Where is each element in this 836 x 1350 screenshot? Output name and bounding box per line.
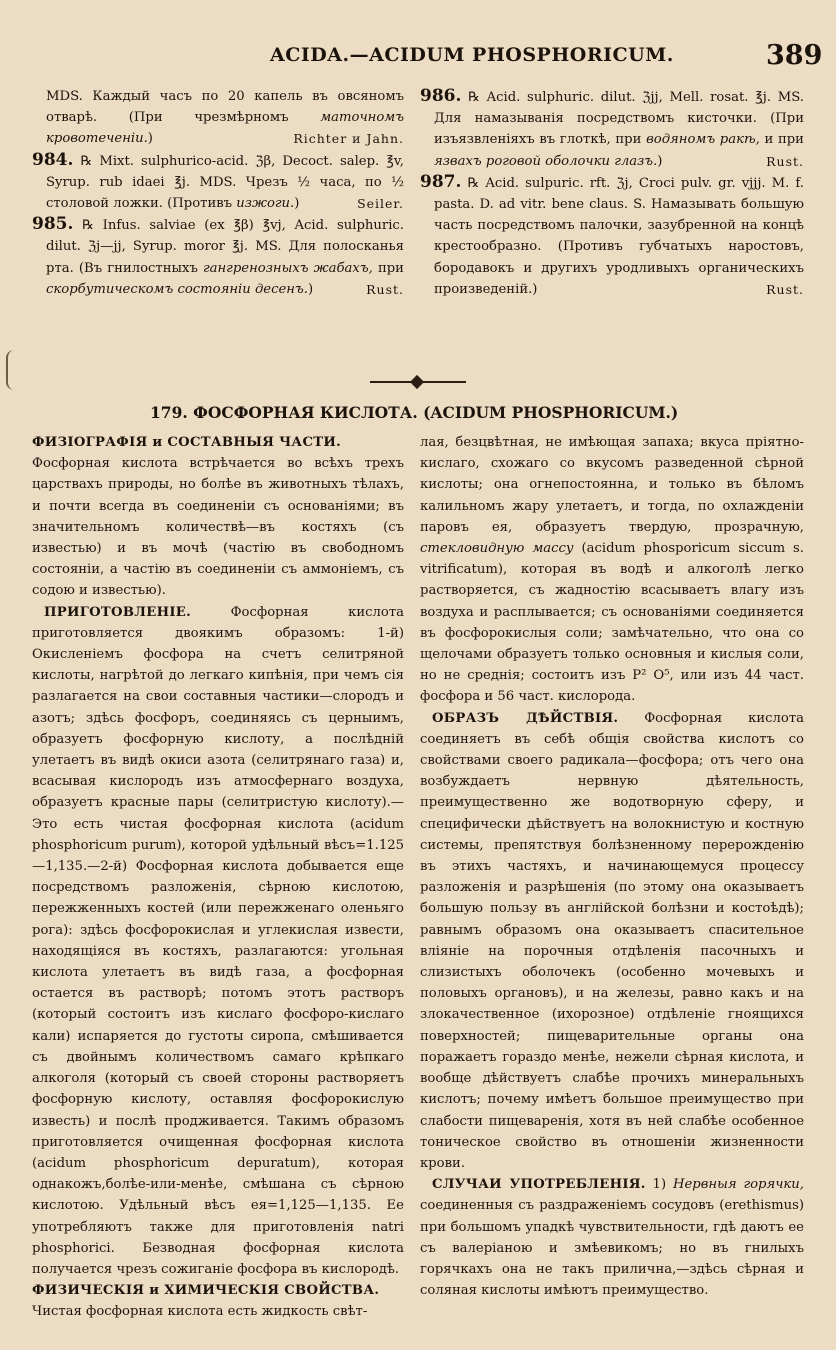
prescription-985: 985. ℞ Infus. salviae (ex ℥β) ℥vj, Acid. sulphuric. dilut. ℨj—jj, Syrup. moror ℥j. MS. Для полосканья рта. (Въ гнилостныхъ гангренозныхъ жабахъ, при скорбутическомъ состояніи десенъ.) Rust. [32, 214, 404, 300]
prescription-986: 986. ℞ Acid. sulphuric. dilut. ℨjj, Mell. rosat. ℥j. MS. Для намазыванія посредствомъ кисточки. (При изъязвленіяхъ въ глоткѣ, при водяномъ ракѣ, и при язвахъ роговой оболочки глазъ.) Rust. [420, 86, 804, 172]
author-credit: Rust. [766, 153, 804, 169]
subheading-usage: СЛУЧАИ УПОТРЕБЛЕНІЯ. [432, 1177, 646, 1193]
paragraph-physiography: Фосфорная кислота встрѣчается во всѣхъ трехъ царствахъ природы, но болѣе въ животныхъ тѣлахъ, и почти всегда въ соединеніи съ основаніями; въ значительномъ количествѣ—въ костяхъ (съ известью) и въ мочѣ (частію въ свободномъ состояніи, а частію въ соединеніи съ аммоніемъ, съ содою и известью). [32, 456, 404, 599]
author-credit: Rust. [766, 281, 804, 297]
divider-ornament-icon [410, 375, 424, 389]
paragraph-usage: СЛУЧАИ УПОТРЕБЛЕНІЯ. 1) Нервныя горячки, соединенныя съ раздраженіемъ сосудовъ (erethismus) при большомъ упадкѣ чувствительности, гдѣ даютъ ее съ валеріаною и змѣевикомъ; но въ гнилыхъ горячкахъ она не такъ прилична,—здѣсь сѣрная и соляная кислоты имѣютъ преимущество. [420, 1177, 804, 1299]
subheading-preparation: ПРИГОТОВЛЕНІЕ. [44, 604, 192, 620]
bottom-right-column [420, 432, 804, 1301]
running-title: ACIDA.—ACIDUM PHOSPHORICUM. [270, 44, 674, 66]
author-credit: Rust. [366, 281, 404, 297]
paragraph-properties-start: Чистая фосфорная кислота есть жидкость свѣт- [32, 1304, 368, 1320]
prescription-984: 984. ℞ Mixt. sulphurico-acid. ℨβ, Decoct. salep. ℥v, Syrup. rub idaei ℥j. MDS. Чрезъ ½ часа, по ½ столовой ложки. (Противъ изжоги.) Seiler. [32, 150, 404, 215]
paragraph-properties-cont: лая, безцвѣтная, не имѣющая запаха; вкуса пріятно-кислаго, схожаго со вкусомъ разведенной сѣрной кислоты; она огнепостоянна, и только въ бѣломъ калильномъ жару улетаетъ, и тогда, по охлажденіи паровъ ея, образуетъ твердую, прозрачную, стекловидную массу (acidum phosporicum siccum s. vitrificatum), которая въ водѣ и алкоголѣ легко растворяется, съ жадностію всасываетъ влагу изъ воздуха и расплывается; съ основаніями соединяется въ фосфорокислыя соли; замѣчательно, что она со щелочами образуетъ только основныя и кислыя соли, но не среднія; состоитъ изъ P² O⁵, или изъ 44 част. фосфора и 56 част. кислорода. [420, 435, 804, 705]
margin-mark [6, 350, 22, 390]
section-divider [370, 380, 466, 384]
section-heading: 179. ФОСФОРНАЯ КИСЛОТА. (ACIDUM PHOSPHORICUM.) [150, 403, 679, 422]
top-right-column [420, 86, 804, 300]
paragraph-action: ОБРАЗЪ ДѢЙСТВІЯ. Фосфорная кислота соединяетъ въ себѣ общія свойства кислотъ со свойствами своего радикала—фосфора; отъ чего она возбуждаетъ нервную дѣятельность, преимущественно же водотворную сферу, и специфически дѣйствуетъ на волокнистую и костную системы, препятствуя болѣзненному перерожденію въ этихъ частяхъ, и начинающемуся процессу разложенія и разрѣшенія (по этому она оказываетъ большую пользу въ англійской болѣзни и костоѣдѣ); равнымъ образомъ она оказываетъ спасительное вліяніе на порочныя отдѣленія пасочныхъ и слизистыхъ оболочекъ (особенно мочевыхъ и половыхъ органовъ), и на железы, равно какъ и на злокачественное (ихорозное) отдѣленіе гноящихся поверхностей; пищеварительные органы она поражаетъ гораздо менѣе, нежели сѣрная кислота, и вообще дѣйствуетъ слабѣе прочихъ минеральныхъ кислотъ; почему имѣетъ большое преимущество при слабости пищеваренія, хотя въ ней слабѣе особенное тоническое свойство въ отношеніи жизненности крови. [420, 710, 804, 1171]
top-left-column [32, 86, 404, 300]
page-number: 389 [766, 40, 823, 71]
author-credit: Seiler. [357, 196, 404, 212]
author-credit: Richter и Jahn. [293, 131, 404, 147]
paragraph-preparation: ПРИГОТОВЛЕНІЕ. Фосфорная кислота приготовляется двоякимъ образомъ: 1-й) Окисленіемъ фосфора на счетъ селитряной кислоты, нагрѣтой до легкаго кипѣнія, при чемъ сія разлагается на свои составныя частики—слородъ и азотъ; здѣсь фосфоръ, соединяясь съ церныимъ, образуетъ фосфорную кислоту, а послѣдній улетаетъ въ видѣ окиси азота (селитрянаго газа) и, всасывая кислородъ изъ атмосфернаго воздуха, образуетъ красные пары (селитристую кислоту).—Это есть чистая фосфорная кислота (acidum phosphoricum purum), которой удѣльный вѣсъ=1.125—1,135.—2-й) Фосфорная кислота добывается еще посредствомъ разложенія, сѣрною кислотою, пережженныхъ костей (или пережженаго оленьяго рога): здѣсь фосфорокислая и углекислая извести, находящіяся въ костяхъ, разлагаются: угольная кислота улетаетъ въ видѣ газа, а фосфорная остается въ растворѣ; потомъ этотъ растворъ (который состоитъ изъ кислаго фосфоро-кислаго кали) испаряется до густоты сиропа, смѣшивается съ двойнымъ количествомъ самаго крѣпкаго алкоголя (который съ своей стороны растворяетъ фосфорную кислоту, оставляя фосфорокислую известь) и послѣ продживается. Такимъ образомъ приготовляется очищенная фосфорная кислота (acidum phosphoricum depuratum), которая однакожъ,болѣе-или-менѣе, смѣшана съ сѣрною кислотою. Удѣльный вѣсъ ея=1,125—1,135. Ее употребляютъ также для приготовленія natri phosphorici. Безводная фосфорная кислота получается чрезъ сожиганіе фосфора въ кислородѣ. [32, 604, 404, 1277]
subheading-physiography: ФИЗІОГРАФІЯ и СОСТАВНЫЯ ЧАСТИ. [32, 435, 342, 450]
running-head [0, 40, 836, 80]
bottom-left-column [32, 432, 404, 1323]
subheading-properties: ФИЗИЧЕСКІЯ и ХИМИЧЕСКІЯ СВОЙСТВА. [32, 1283, 380, 1299]
prescription-987: 987. ℞ Acid. sulpuric. rft. ℨj, Croci pulv. gr. vjjj. M. f. pasta. D. ad vitr. bene claus. S. Намазывать большую часть посредствомъ палочки, зазубренной на концѣ крестообразно. (Противъ губчатыхъ наростовъ, бородавокъ и другихъ уродливыхъ органическихъ произведеній.) Rust. [420, 172, 804, 300]
subheading-action: ОБРАЗЪ ДѢЙСТВІЯ. [432, 710, 619, 726]
prescription-983-tail: MDS. Каждый часъ по 20 капель въ овсяномъ отварѣ. (При чрезмѣрномъ маточномъ кровотеченіи.) Richter и Jahn. [32, 86, 404, 150]
